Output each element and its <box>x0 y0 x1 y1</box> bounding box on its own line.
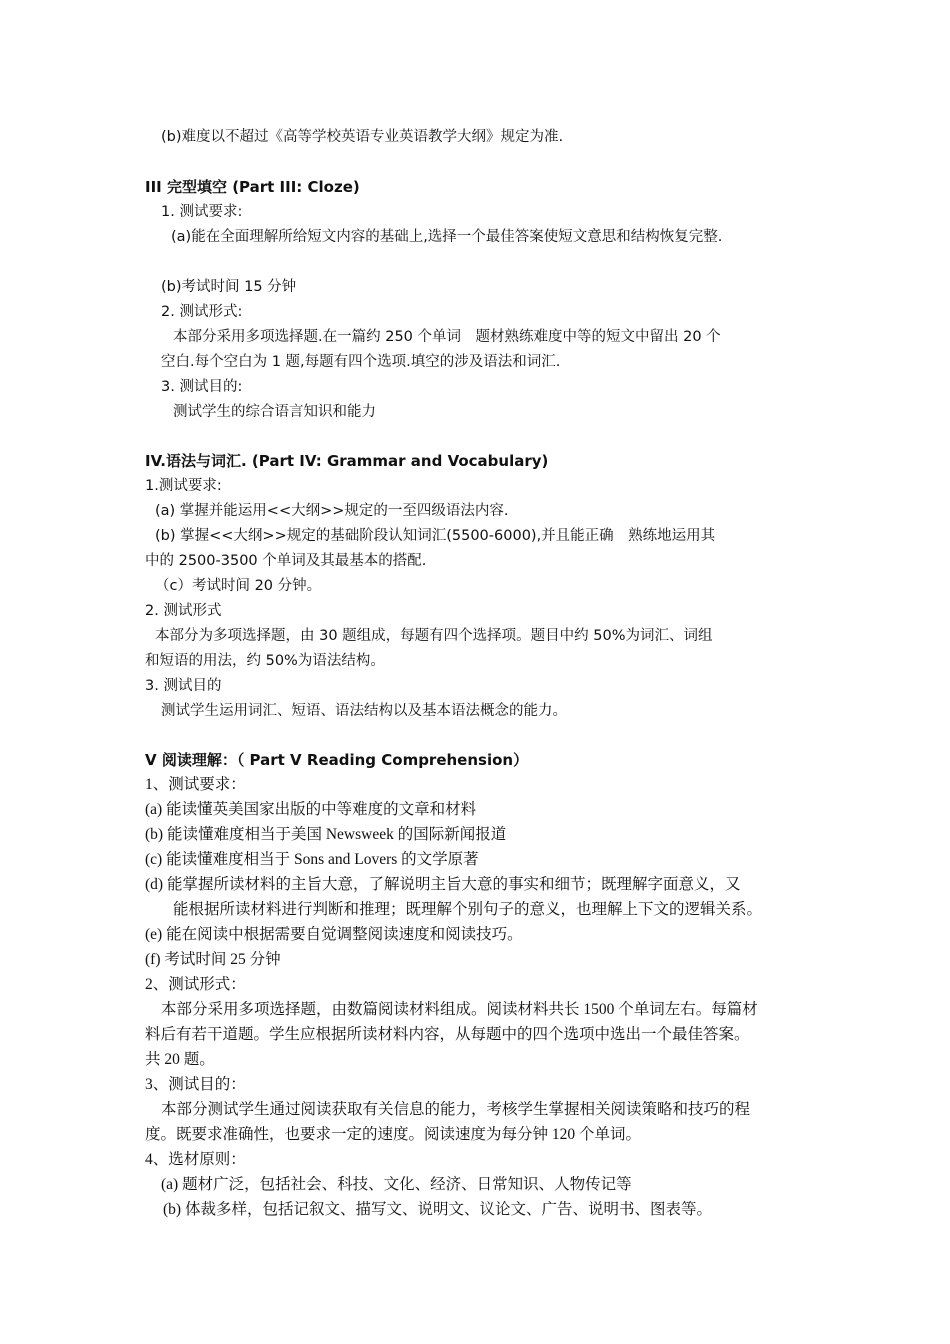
line-cloze-requirement-a: (a)能在全面理解所给短文内容的基础上,选择一个最佳答案使短文意思和结构恢复完整. <box>171 229 723 245</box>
line-reading-d-2: 能根据所读材料进行判断和推理；既理解个别句子的意义，也理解上下文的逻辑关系。 <box>173 901 763 918</box>
line-reading-c: (c) 能读懂难度相当于 Sons and Lovers 的文学原著 <box>145 851 479 868</box>
line-reading-d-1: (d) 能掌握所读材料的主旨大意，了解说明主旨大意的事实和细节；既理解字面意义，又 <box>145 876 741 893</box>
line-reading-a: (a) 能读懂英美国家出版的中等难度的文章和材料 <box>145 801 477 818</box>
line-reading-format-2: 料后有若干道题。学生应根据所读材料内容，从每题中的四个选项中选出一个最佳答案。 <box>145 1026 750 1043</box>
line-grammar-format-2: 和短语的用法，约 50%为语法结构。 <box>145 653 385 669</box>
line-cloze-time: (b)考试时间 15 分钟 <box>161 279 297 295</box>
line-reading-purpose: 3、测试目的： <box>145 1076 246 1093</box>
line-grammar-b-1: (b) 掌握<<大纲>>规定的基础阶段认知词汇(5500-6000),并且能正确 熟练地运用其 <box>155 528 716 544</box>
line-grammar-a: (a) 掌握并能运用<<大纲>>规定的一至四级语法内容. <box>155 503 509 519</box>
line-reading-requirement: 1、测试要求： <box>145 776 246 793</box>
line-cloze-format-2: 空白.每个空白为 1 题,每题有四个选项.填空的涉及语法和词汇. <box>161 354 561 370</box>
line-cloze-purpose: 测试学生的综合语言知识和能力 <box>173 404 376 420</box>
line-material-principle: 4、选材原则： <box>145 1151 246 1168</box>
heading-part-iv-grammar: IV.语法与词汇. (Part IV: Grammar and Vocabulary) <box>145 452 549 470</box>
line-reading-format: 2、测试形式： <box>145 976 246 993</box>
line-grammar-format: 2. 测试形式 <box>145 603 222 619</box>
line-test-format: 2. 测试形式: <box>161 304 243 320</box>
line-reading-f: (f) 考试时间 25 分钟 <box>145 951 281 968</box>
line-cloze-format-1: 本部分采用多项选择题.在一篇约 250 个单词 题材熟练难度中等的短文中留出 20 个 <box>173 329 721 345</box>
line-test-requirement: 1. 测试要求: <box>161 204 243 220</box>
line-grammar-purpose-text: 测试学生运用词汇、短语、语法结构以及基本语法概念的能力。 <box>161 703 567 719</box>
heading-part-v-reading: Ⅴ 阅读理解：（ Part Ⅴ Reading Comprehension） <box>145 751 529 769</box>
line-reading-purpose-2: 度。既要求准确性，也要求一定的速度。阅读速度为每分钟 120 个单词。 <box>145 1126 642 1143</box>
line-grammar-format-1: 本部分为多项选择题，由 30 题组成，每题有四个选择项。题目中约 50%为词汇、词组 <box>155 628 713 644</box>
heading-part-iii-cloze: III 完型填空 (Part III: Cloze) <box>145 178 360 196</box>
line-difficulty-standard: (b)难度以不超过《高等学校英语专业英语教学大纲》规定为准. <box>161 129 564 145</box>
line-grammar-c: （c）考试时间 20 分钟。 <box>155 578 322 594</box>
line-grammar-requirement: 1.测试要求: <box>145 478 222 494</box>
line-material-a: (a) 题材广泛，包括社会、科技、文化、经济、日常知识、人物传记等 <box>161 1176 632 1193</box>
line-grammar-b-2: 中的 2500-3500 个单词及其最基本的搭配. <box>145 553 427 569</box>
line-reading-purpose-1: 本部分测试学生通过阅读获取有关信息的能力，考核学生掌握相关阅读策略和技巧的程 <box>161 1101 751 1118</box>
line-reading-e: (e) 能在阅读中根据需要自觉调整阅读速度和阅读技巧。 <box>145 926 523 943</box>
line-test-purpose: 3. 测试目的: <box>161 379 243 395</box>
line-grammar-purpose: 3. 测试目的 <box>145 678 222 694</box>
line-reading-format-1: 本部分采用多项选择题，由数篇阅读材料组成。阅读材料共长 1500 个单词左右。每篇材 <box>161 1001 758 1018</box>
line-material-b: (b) 体裁多样，包括记叙文、描写文、说明文、议论文、广告、说明书、图表等。 <box>163 1201 712 1218</box>
line-reading-b: (b) 能读懂难度相当于美国 Newsweek 的国际新闻报道 <box>145 826 507 843</box>
line-reading-format-3: 共 20 题。 <box>145 1051 215 1068</box>
